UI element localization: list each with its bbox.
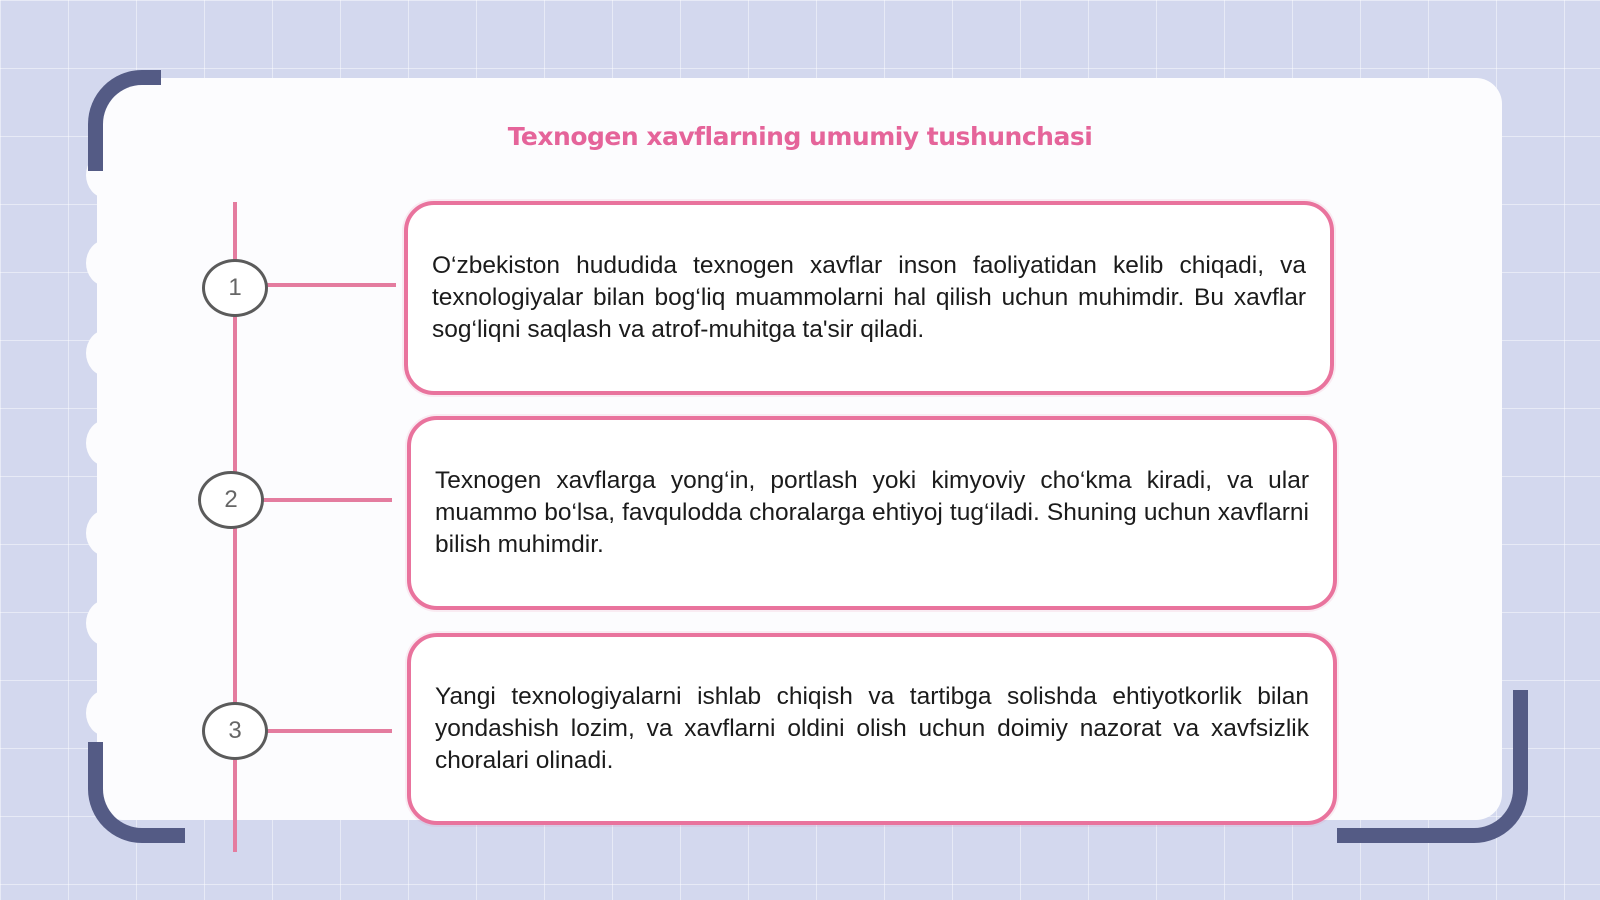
content-text: O‘zbekiston hududida texnogen xavflar inson faoliyatidan kelib chiqadi, va texnologiyalar bilan bog‘liq muammolarni hal qilish uchun muhimdir. Bu xavflar sog‘liqni saqlash va atrof-muhitga ta'sir qiladi. bbox=[432, 252, 1306, 343]
content-text: Texnogen xavflarga yong‘in, portlash yoki kimyoviy cho‘kma kiradi, va ular muammo bo‘lsa, favqulodda choralarga ehtiyoj tug‘iladi. Shuning uchun xavflarni bilish muhimdir. bbox=[435, 467, 1309, 558]
corner-bracket-bottom-right bbox=[1337, 690, 1528, 843]
content-text: Yangi texnologiyalarni ishlab chiqish va tartibga solishda ehtiyotkorlik bilan yondashish lozim, va xavflarni oldini olish uchun doimiy nazorat va xavfsizlik choralari olinadi. bbox=[435, 683, 1309, 774]
content-box bbox=[404, 201, 1334, 395]
step-number-badge: 3 bbox=[202, 702, 268, 760]
timeline-connector bbox=[262, 283, 396, 287]
step-number-badge: 1 bbox=[202, 259, 268, 317]
corner-bracket-bottom-left bbox=[88, 742, 185, 843]
corner-bracket-top-left bbox=[88, 70, 161, 171]
content-box bbox=[407, 416, 1337, 610]
timeline-connector bbox=[260, 498, 392, 502]
card-edge-scallop bbox=[86, 690, 126, 736]
step-number-badge: 2 bbox=[198, 471, 264, 529]
timeline-connector bbox=[262, 729, 392, 733]
card-edge-scallop bbox=[86, 240, 126, 286]
content-box bbox=[407, 633, 1337, 825]
card-edge-scallop bbox=[86, 330, 126, 376]
card-edge-scallop bbox=[86, 420, 126, 466]
slide-title: Texnogen xavflarning umumiy tushunchasi bbox=[507, 122, 1093, 151]
card-edge-scallop bbox=[86, 510, 126, 556]
card-edge-scallop bbox=[86, 600, 126, 646]
